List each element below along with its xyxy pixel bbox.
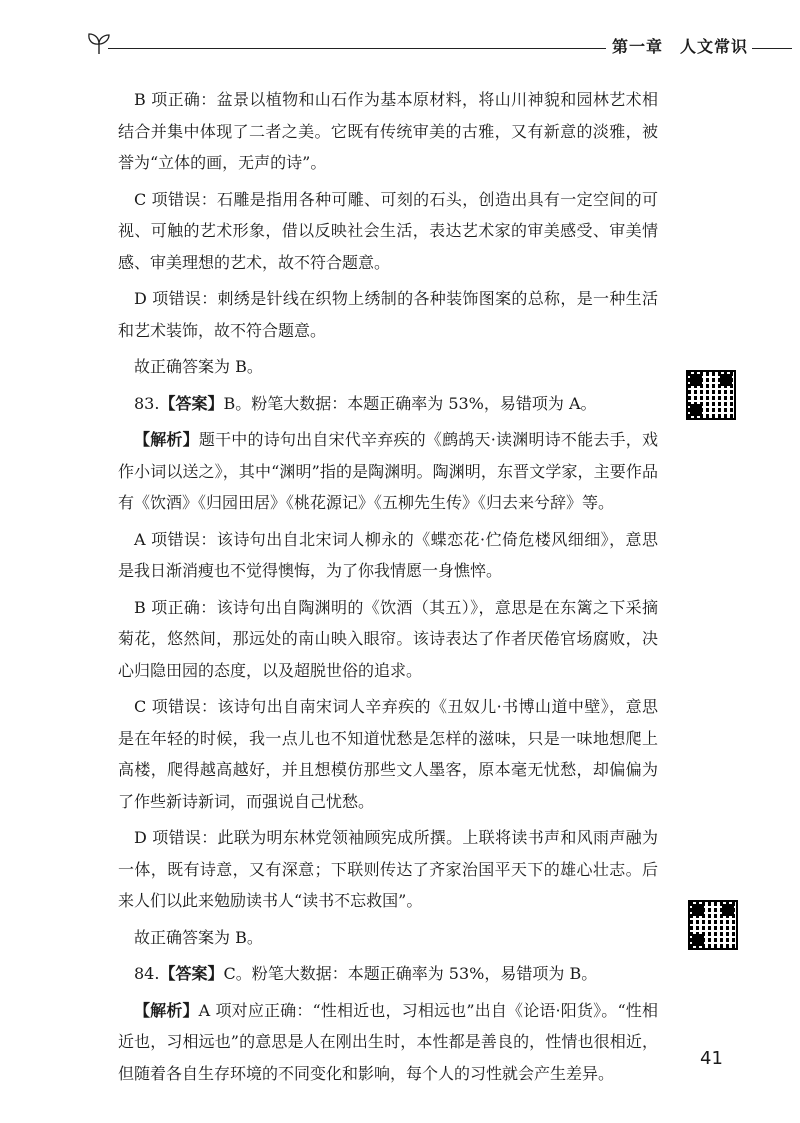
answer-label: 【答案】 — [159, 964, 224, 983]
header-rule-tail — [752, 48, 792, 49]
header-rule — [108, 48, 688, 49]
chapter-title: 第一章 人文常识 — [606, 34, 754, 57]
paragraph: A 项错误：该诗句出自北宋词人柳永的《蝶恋花·伫倚危楼风细细》，意思是我日渐消瘦也不觉得懊悔，为了你我情愿一身憔悴。 — [118, 529, 658, 580]
page-content — [118, 84, 658, 1094]
qr-code-q84[interactable] — [688, 900, 738, 950]
paragraph: C 项错误：石雕是指用各种可雕、可刻的石头，创造出具有一定空间的可视、可触的艺术形象，借以反映社会生活，表达艺术家的审美感受、审美情感、审美理想的艺术，故不符合题意。 — [118, 189, 658, 272]
qr-code-q83[interactable] — [686, 370, 736, 420]
answer-label: 【答案】 — [159, 393, 224, 413]
question-number: 83. — [134, 393, 160, 413]
question-number: 84. — [134, 964, 160, 983]
q84-analysis — [118, 995, 658, 1090]
paragraph: 故正确答案为 B。 — [134, 927, 263, 947]
page-number: 41 — [700, 1048, 723, 1069]
analysis-label: 【解析】 — [134, 430, 199, 449]
q84-answer — [118, 958, 658, 990]
paragraph: C 项错误：该诗句出自南宋词人辛弃疾的《丑奴儿·书博山道中壁》，意思是在年轻的时候，我一点儿也不知道忧愁是怎样的滋味，只是一味地想爬上高楼，爬得越高越好，并且想模仿那些文人墨客，原本毫无忧愁，却偏偏为了作些新诗新词，而强说自己忧愁。 — [118, 697, 658, 811]
analysis-text: A 项对应正确：“性相近也，习相远也”出自《论语·阳货》。“性相近也，习相远也”的意思是人在刚出生时，本性都是善良的，性情也很相近，但随着各自生存环境的不同变化和影响，每个人的习性就会产生差异。 — [118, 1000, 658, 1083]
q83-analysis — [118, 424, 658, 519]
analysis-text: 题干中的诗句出自宋代辛弃疾的《鹧鸪天·读渊明诗不能去手，戏作小词以送之》，其中“渊明”指的是陶渊明。陶渊明，东晋文学家，主要作品有《饮酒》《归园田居》《桃花源记》《五柳先生传》《归去来兮辞》等。 — [118, 430, 658, 512]
answer-text: B。粉笔大数据：本题正确率为 53%，易错项为 A。 — [223, 393, 597, 413]
analysis-label: 【解析】 — [134, 1000, 199, 1020]
paragraph: 故正确答案为 B。 — [134, 357, 263, 376]
sprout-icon — [86, 30, 112, 56]
paragraph: D 项错误：刺绣是针线在织物上绣制的各种装饰图案的总称，是一种生活和艺术装饰，故不符合题意。 — [118, 289, 658, 340]
paragraph: B 项正确：盆景以植物和山石作为基本原材料，将山川神貌和园林艺术相结合并集中体现了二者之美。它既有传统审美的古雅，又有新意的淡雅，被誉为“立体的画，无声的诗”。 — [118, 90, 658, 172]
paragraph: D 项错误：此联为明东林党领袖顾宪成所撰。上联将读书声和风雨声融为一体，既有诗意，又有深意；下联则传达了齐家治国平天下的雄心壮志。后来人们以此来勉励读书人“读书不忘救国”。 — [118, 828, 658, 910]
answer-text: C。粉笔大数据：本题正确率为 53%，易错项为 B。 — [223, 964, 598, 983]
q83-answer — [118, 388, 658, 420]
paragraph: B 项正确：该诗句出自陶渊明的《饮酒（其五）》，意思是在东篱之下采摘菊花，悠然间，那远处的南山映入眼帘。该诗表达了作者厌倦官场腐败，决心归隐田园的态度，以及超脱世俗的追求。 — [118, 597, 658, 680]
page-header — [86, 30, 792, 60]
